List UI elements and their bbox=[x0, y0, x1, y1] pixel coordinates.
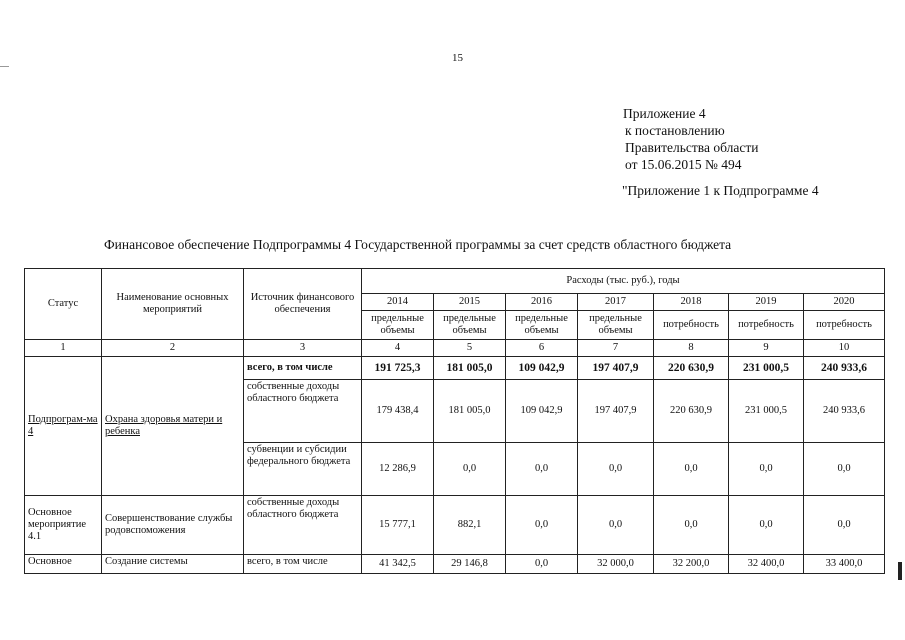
appendix-line: к постановлению bbox=[625, 123, 725, 138]
column-index: 8 bbox=[654, 340, 729, 357]
header-year: 2016 bbox=[506, 294, 578, 311]
appendix-line: Приложение 4 bbox=[623, 106, 706, 121]
scan-edge-mark bbox=[898, 562, 902, 580]
value-cell: 41 342,5 bbox=[362, 555, 434, 574]
value-cell: 33 400,0 bbox=[804, 555, 885, 574]
source-own-revenue: собственные доходы областного бюджета bbox=[244, 380, 362, 443]
header-volume-type: предельные объемы bbox=[434, 311, 506, 340]
value-cell: 179 438,4 bbox=[362, 380, 434, 443]
header-status: Статус bbox=[25, 269, 102, 340]
header-year: 2020 bbox=[804, 294, 885, 311]
value-cell: 882,1 bbox=[434, 496, 506, 555]
value-cell: 0,0 bbox=[578, 443, 654, 496]
header-volume-type: предельные объемы bbox=[506, 311, 578, 340]
value-cell: 32 400,0 bbox=[729, 555, 804, 574]
value-cell: 0,0 bbox=[506, 443, 578, 496]
measure-4-1: Совершенствование службы родовспоможения bbox=[102, 496, 244, 555]
value-cell: 0,0 bbox=[729, 496, 804, 555]
column-index: 10 bbox=[804, 340, 885, 357]
value-cell: 0,0 bbox=[506, 496, 578, 555]
value-cell: 240 933,6 bbox=[804, 380, 885, 443]
value-cell: 231 000,5 bbox=[729, 357, 804, 380]
value-cell: 0,0 bbox=[654, 496, 729, 555]
column-index: 9 bbox=[729, 340, 804, 357]
header-year: 2014 bbox=[362, 294, 434, 311]
column-index: 6 bbox=[506, 340, 578, 357]
status-measure-4-1: Основное мероприятие 4.1 bbox=[25, 496, 102, 555]
value-cell: 181 005,0 bbox=[434, 380, 506, 443]
value-cell: 29 146,8 bbox=[434, 555, 506, 574]
value-cell: 109 042,9 bbox=[506, 380, 578, 443]
value-cell: 109 042,9 bbox=[506, 357, 578, 380]
measure-subprogram-4: Охрана здоровья матери и ребенка bbox=[102, 357, 244, 496]
value-cell: 15 777,1 bbox=[362, 496, 434, 555]
value-cell: 0,0 bbox=[578, 496, 654, 555]
value-cell: 240 933,6 bbox=[804, 357, 885, 380]
document-title: Финансовое обеспечение Подпрограммы 4 Государственной программы за счет средств областного бюджета bbox=[104, 237, 732, 252]
value-cell: 220 630,9 bbox=[654, 380, 729, 443]
value-cell: 0,0 bbox=[804, 443, 885, 496]
appendix-line: от 15.06.2015 № 494 bbox=[625, 157, 742, 172]
value-cell: 191 725,3 bbox=[362, 357, 434, 380]
value-cell: 0,0 bbox=[729, 443, 804, 496]
value-cell: 32 200,0 bbox=[654, 555, 729, 574]
status-next: Основное bbox=[25, 555, 102, 574]
source-federal-subsidies: субвенции и субсидии федерального бюджета bbox=[244, 443, 362, 496]
status-subprogram-4: Подпрограм-ма 4 bbox=[25, 357, 102, 496]
header-measures: Наименование основных мероприятий bbox=[102, 269, 244, 340]
appendix-block bbox=[623, 105, 758, 173]
value-cell: 0,0 bbox=[654, 443, 729, 496]
value-cell: 197 407,9 bbox=[578, 380, 654, 443]
header-volume-type: потребность bbox=[654, 311, 729, 340]
page-number: 15 bbox=[452, 52, 463, 64]
header-source: Источник финансового обеспечения bbox=[244, 269, 362, 340]
value-cell: 0,0 bbox=[434, 443, 506, 496]
column-index: 5 bbox=[434, 340, 506, 357]
header-year: 2015 bbox=[434, 294, 506, 311]
value-cell: 0,0 bbox=[804, 496, 885, 555]
column-index: 4 bbox=[362, 340, 434, 357]
appendix-line: Правительства области bbox=[625, 140, 759, 155]
column-index: 7 bbox=[578, 340, 654, 357]
column-index: 3 bbox=[244, 340, 362, 357]
column-index: 1 bbox=[25, 340, 102, 357]
value-cell: 231 000,5 bbox=[729, 380, 804, 443]
appendix-reference: "Приложение 1 к Подпрограмме 4 bbox=[622, 183, 819, 198]
value-cell: 220 630,9 bbox=[654, 357, 729, 380]
source-own-revenue: собственные доходы областного бюджета bbox=[244, 496, 362, 555]
source-total: всего, в том числе bbox=[244, 555, 362, 574]
financing-table bbox=[24, 268, 885, 574]
value-cell: 0,0 bbox=[506, 555, 578, 574]
column-index: 2 bbox=[102, 340, 244, 357]
value-cell: 197 407,9 bbox=[578, 357, 654, 380]
header-volume-type: потребность bbox=[804, 311, 885, 340]
header-year: 2017 bbox=[578, 294, 654, 311]
measure-next: Создание системы bbox=[102, 555, 244, 574]
value-cell: 12 286,9 bbox=[362, 443, 434, 496]
header-volume-type: предельные объемы bbox=[578, 311, 654, 340]
header-volume-type: предельные объемы bbox=[362, 311, 434, 340]
scan-margin-mark bbox=[0, 66, 9, 67]
header-volume-type: потребность bbox=[729, 311, 804, 340]
value-cell: 32 000,0 bbox=[578, 555, 654, 574]
value-cell: 181 005,0 bbox=[434, 357, 506, 380]
header-expenses: Расходы (тыс. руб.), годы bbox=[362, 269, 885, 294]
source-total: всего, в том числе bbox=[244, 357, 362, 380]
header-year: 2019 bbox=[729, 294, 804, 311]
header-year: 2018 bbox=[654, 294, 729, 311]
